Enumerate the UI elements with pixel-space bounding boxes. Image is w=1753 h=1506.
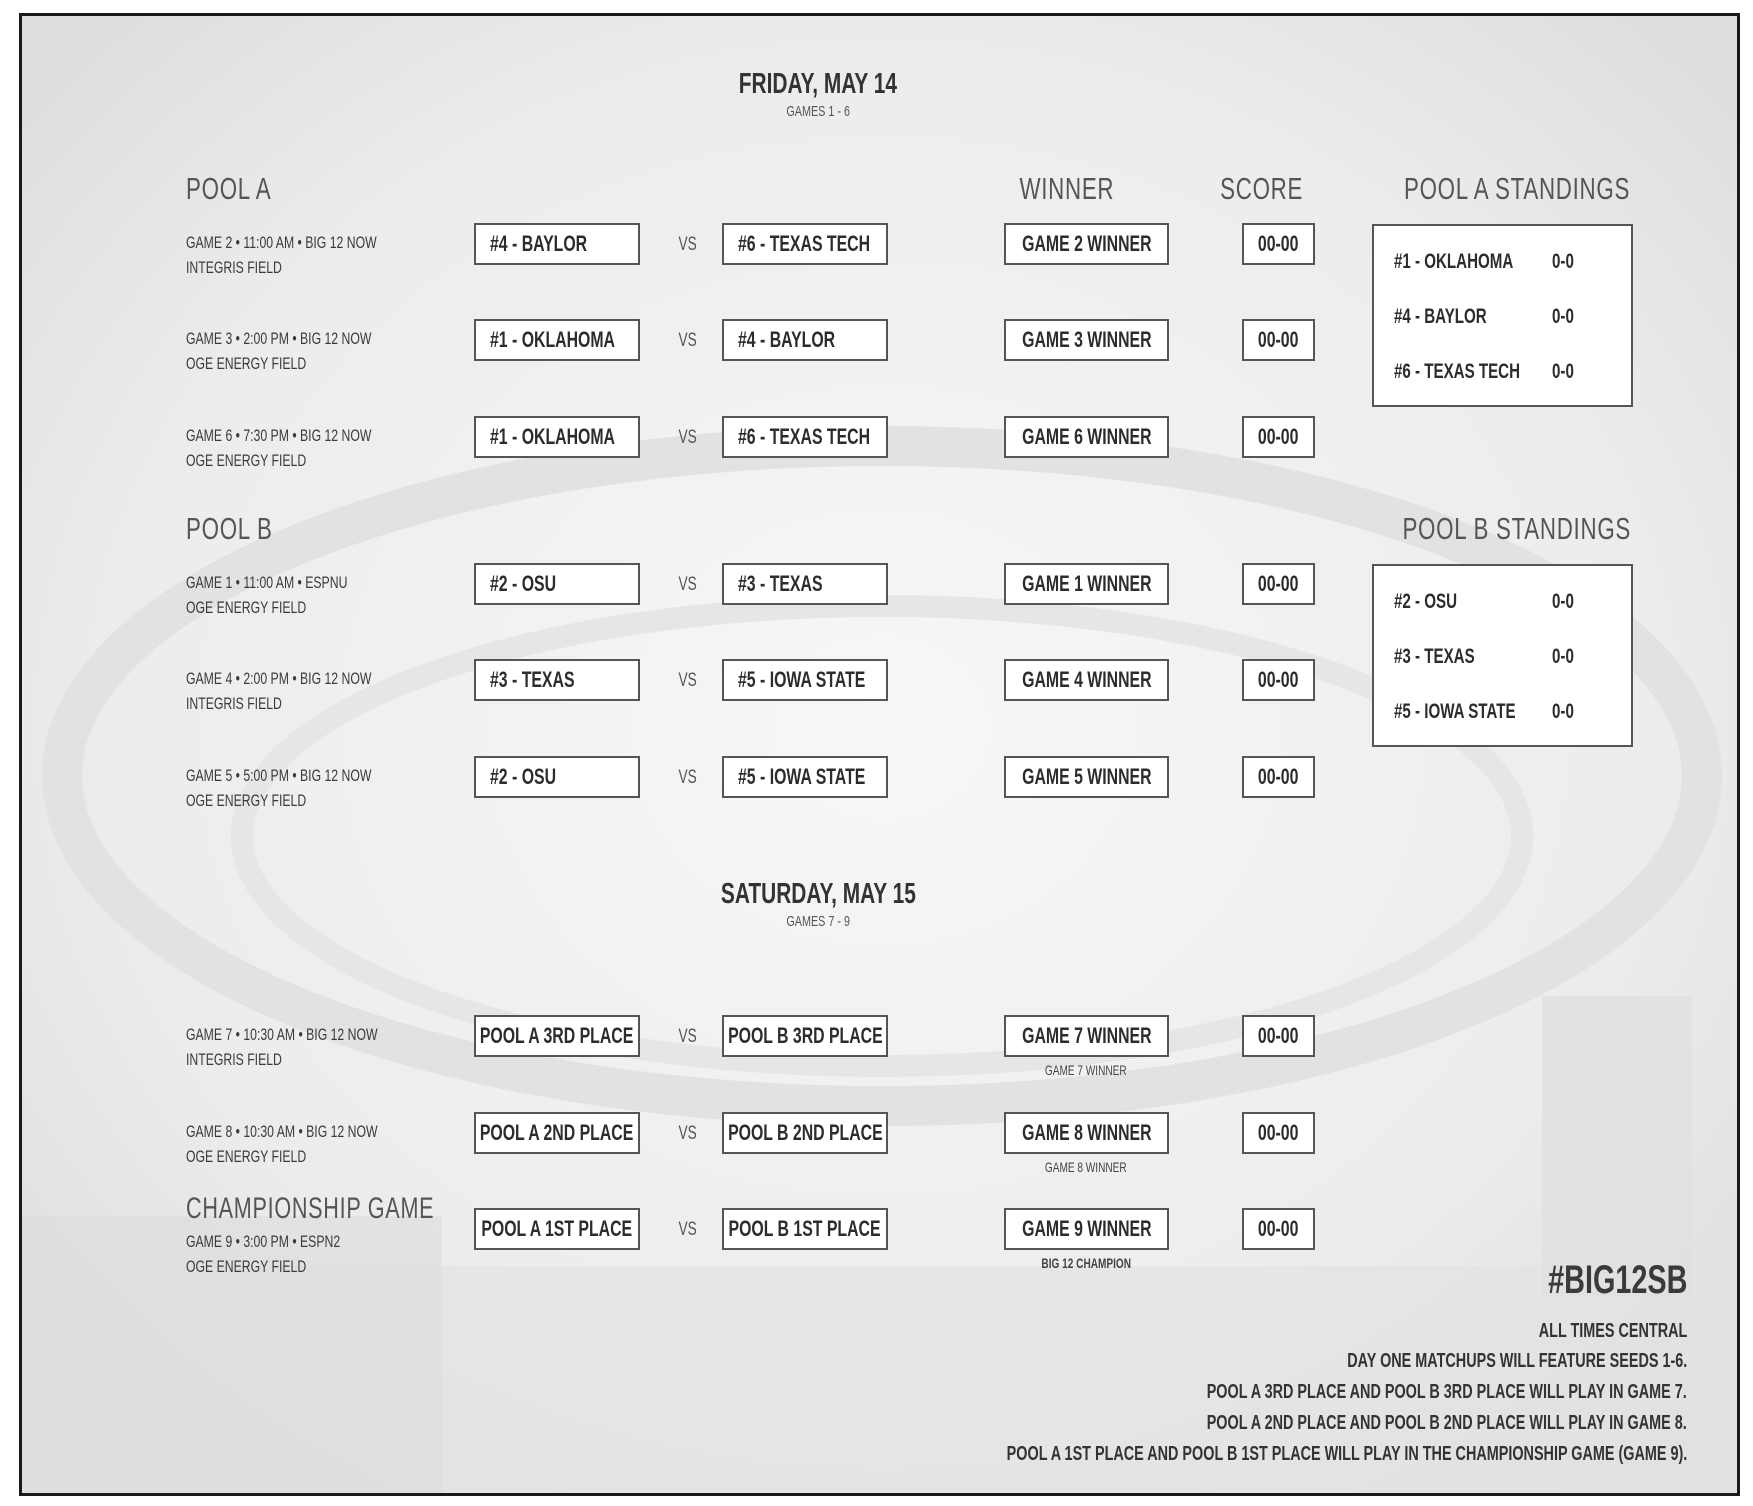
standings-record: 0-0 [1552,700,1574,723]
footer-note: POOL A 3RD PLACE AND POOL B 3RD PLACE WILL PLAY IN GAME 7. [1206,1381,1687,1403]
winner-slot: GAME 6 WINNER [1004,416,1169,458]
score-column-heading: SCORE [1220,171,1304,206]
score-slot: 00-00 [1242,1015,1315,1057]
standings-record: 0-0 [1552,645,1574,668]
game-info: GAME 6 • 7:30 PM • BIG 12 NOW OGE ENERGY FIELD [186,426,372,470]
team-slot: #1 - OKLAHOMA [474,319,640,361]
score-slot: 00-00 [1242,416,1315,458]
winner-slot: GAME 5 WINNER [1004,756,1169,798]
vs-label: VS [678,1219,698,1240]
score-slot: 00-00 [1242,319,1315,361]
team-slot: POOL A 2ND PLACE [474,1112,640,1154]
score-slot: 00-00 [1242,1208,1315,1250]
team-slot: #5 - IOWA STATE [722,659,888,701]
winner-column-heading: WINNER [1019,171,1115,206]
winner-slot: GAME 2 WINNER [1004,223,1169,265]
score-slot: 00-00 [1242,1112,1315,1154]
team-slot: #4 - BAYLOR [474,223,640,265]
standings-team: #5 - IOWA STATE [1394,700,1516,723]
score-slot: 00-00 [1242,563,1315,605]
footer-note: DAY ONE MATCHUPS WILL FEATURE SEEDS 1-6. [1346,1350,1687,1372]
vs-label: VS [678,1026,698,1047]
vs-label: VS [678,427,698,448]
vs-label: VS [678,670,698,691]
game-info: GAME 9 • 3:00 PM • ESPN2 OGE ENERGY FIELD [186,1232,341,1276]
standings-record: 0-0 [1552,305,1574,328]
pool-b-standings-box [1372,564,1633,747]
pool-a-standings-box [1372,224,1633,407]
standings-record: 0-0 [1552,360,1574,383]
score-slot: 00-00 [1242,223,1315,265]
game-info: GAME 8 • 10:30 AM • BIG 12 NOW OGE ENERGY FIELD [186,1122,378,1166]
winner-slot: GAME 4 WINNER [1004,659,1169,701]
team-slot: POOL B 2ND PLACE [722,1112,888,1154]
standings-team: #3 - TEXAS [1394,645,1475,668]
team-slot: #6 - TEXAS TECH [722,416,888,458]
footer-note: POOL A 2ND PLACE AND POOL B 2ND PLACE WILL PLAY IN GAME 8. [1206,1412,1687,1434]
pool-a-heading: POOL A [186,171,272,206]
pool-a-standings-heading: POOL A STANDINGS [1403,171,1631,206]
pool-b-heading: POOL B [186,511,273,546]
championship-heading: CHAMPIONSHIP GAME [186,1192,435,1225]
vs-label: VS [678,767,698,788]
standings-team: #2 - OSU [1394,590,1458,613]
team-slot: #6 - TEXAS TECH [722,223,888,265]
winner-slot: GAME 3 WINNER [1004,319,1169,361]
team-slot: POOL B 3RD PLACE [722,1015,888,1057]
standings-team: #1 - OKLAHOMA [1394,250,1514,273]
friday-subtitle: GAMES 1 - 6 [786,103,850,120]
game-info: GAME 5 • 5:00 PM • BIG 12 NOW OGE ENERGY FIELD [186,766,372,810]
saturday-subtitle: GAMES 7 - 9 [786,913,850,930]
game-info: GAME 2 • 11:00 AM • BIG 12 NOW INTEGRIS FIELD [186,233,377,277]
standings-team: #6 - TEXAS TECH [1394,360,1521,383]
vs-label: VS [678,1123,698,1144]
hashtag: #BIG12SB [1547,1258,1687,1302]
vs-label: VS [678,234,698,255]
saturday-title: SATURDAY, MAY 15 [720,878,916,910]
footer-note: POOL A 1ST PLACE AND POOL B 1ST PLACE WILL PLAY IN THE CHAMPIONSHIP GAME (GAME 9). [1006,1443,1687,1465]
team-slot: #3 - TEXAS [474,659,640,701]
winner-caption: GAME 8 WINNER [1045,1159,1127,1175]
friday-title: FRIDAY, MAY 14 [738,68,898,100]
winner-caption: GAME 7 WINNER [1045,1062,1127,1078]
team-slot: POOL A 3RD PLACE [474,1015,640,1057]
game-info: GAME 3 • 2:00 PM • BIG 12 NOW OGE ENERGY FIELD [186,329,372,373]
team-slot: #5 - IOWA STATE [722,756,888,798]
footer-note: ALL TIMES CENTRAL [1538,1320,1687,1342]
team-slot: POOL B 1ST PLACE [722,1208,888,1250]
winner-slot: GAME 9 WINNER [1004,1208,1169,1250]
team-slot: #4 - BAYLOR [722,319,888,361]
team-slot: #2 - OSU [474,756,640,798]
standings-record: 0-0 [1552,590,1574,613]
winner-slot: GAME 1 WINNER [1004,563,1169,605]
game-info: GAME 7 • 10:30 AM • BIG 12 NOW INTEGRIS FIELD [186,1025,378,1069]
team-slot: #3 - TEXAS [722,563,888,605]
winner-slot: GAME 7 WINNER [1004,1015,1169,1057]
standings-record: 0-0 [1552,250,1574,273]
score-slot: 00-00 [1242,659,1315,701]
vs-label: VS [678,574,698,595]
game-info: GAME 1 • 11:00 AM • ESPNU OGE ENERGY FIELD [186,573,348,617]
pool-b-standings-heading: POOL B STANDINGS [1402,511,1632,546]
game-info: GAME 4 • 2:00 PM • BIG 12 NOW INTEGRIS FIELD [186,669,372,713]
vs-label: VS [678,330,698,351]
score-slot: 00-00 [1242,756,1315,798]
winner-slot: GAME 8 WINNER [1004,1112,1169,1154]
team-slot: #1 - OKLAHOMA [474,416,640,458]
bracket-sheet [19,13,1740,1496]
champion-caption: BIG 12 CHAMPION [1041,1255,1131,1271]
team-slot: POOL A 1ST PLACE [474,1208,640,1250]
standings-team: #4 - BAYLOR [1394,305,1487,328]
team-slot: #2 - OSU [474,563,640,605]
